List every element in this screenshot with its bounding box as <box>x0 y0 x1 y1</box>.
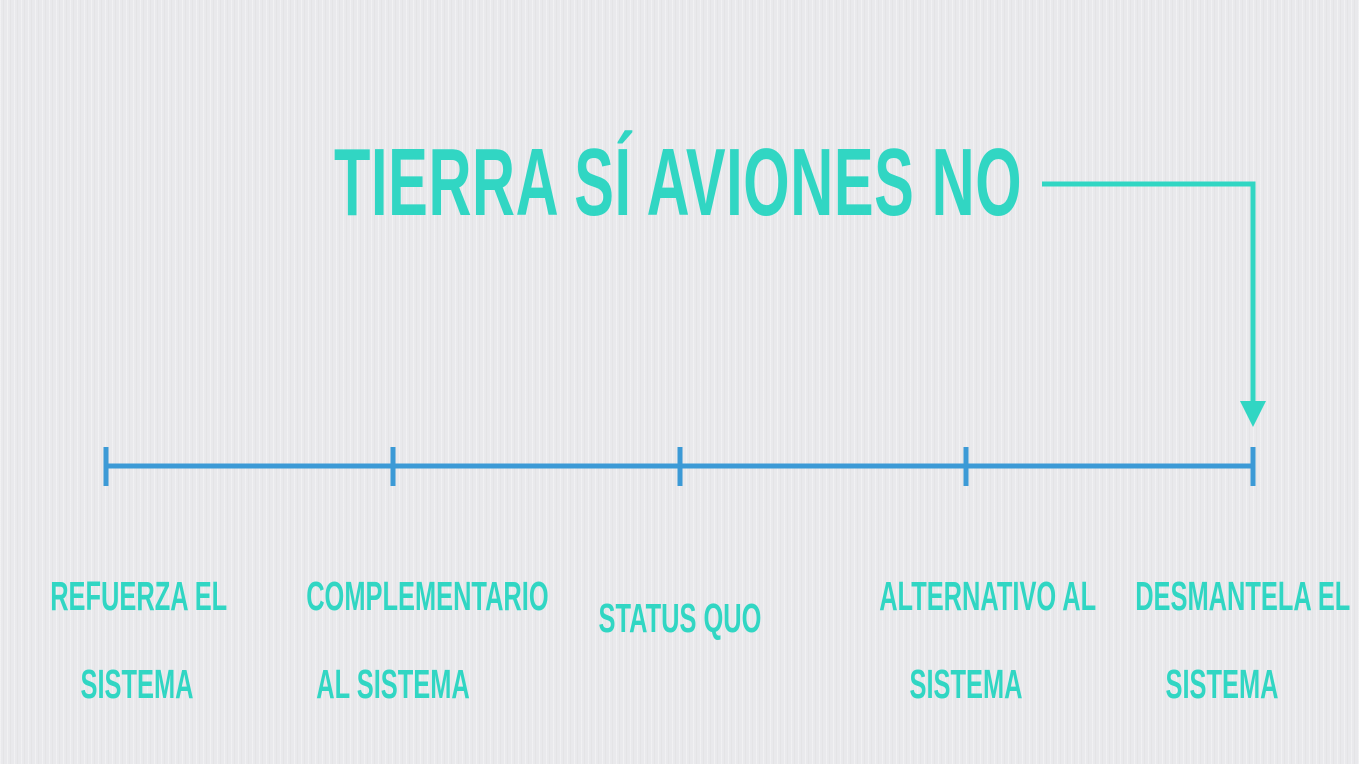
scale-label-alternativo <box>879 530 1097 750</box>
scale-label-line: REFUERZA EL <box>50 573 228 619</box>
scale-label-line: DESMANTELA EL <box>1135 573 1351 619</box>
diagram-title: TIERRA SÍ AVIONES NO <box>334 129 1023 236</box>
scale-label-line: SISTEMA <box>80 661 194 707</box>
pointer-arrow-line <box>1042 184 1253 406</box>
scale-label-line: COMPLEMENTARIO <box>306 573 549 619</box>
scale-label-line: AL SISTEMA <box>316 661 470 707</box>
scale-label-line: SISTEMA <box>1165 661 1279 707</box>
scale-label-refuerza <box>50 530 228 750</box>
scale-label-line: SISTEMA <box>909 661 1023 707</box>
pointer-arrowhead-icon <box>1240 401 1266 427</box>
scale-label-line: STATUS QUO <box>598 595 762 641</box>
scale-label-line: ALTERNATIVO AL <box>879 573 1097 619</box>
scale-label-complementario <box>306 530 549 750</box>
scale-label-desmantela <box>1135 530 1351 750</box>
scale-label-status-quo <box>593 552 767 684</box>
